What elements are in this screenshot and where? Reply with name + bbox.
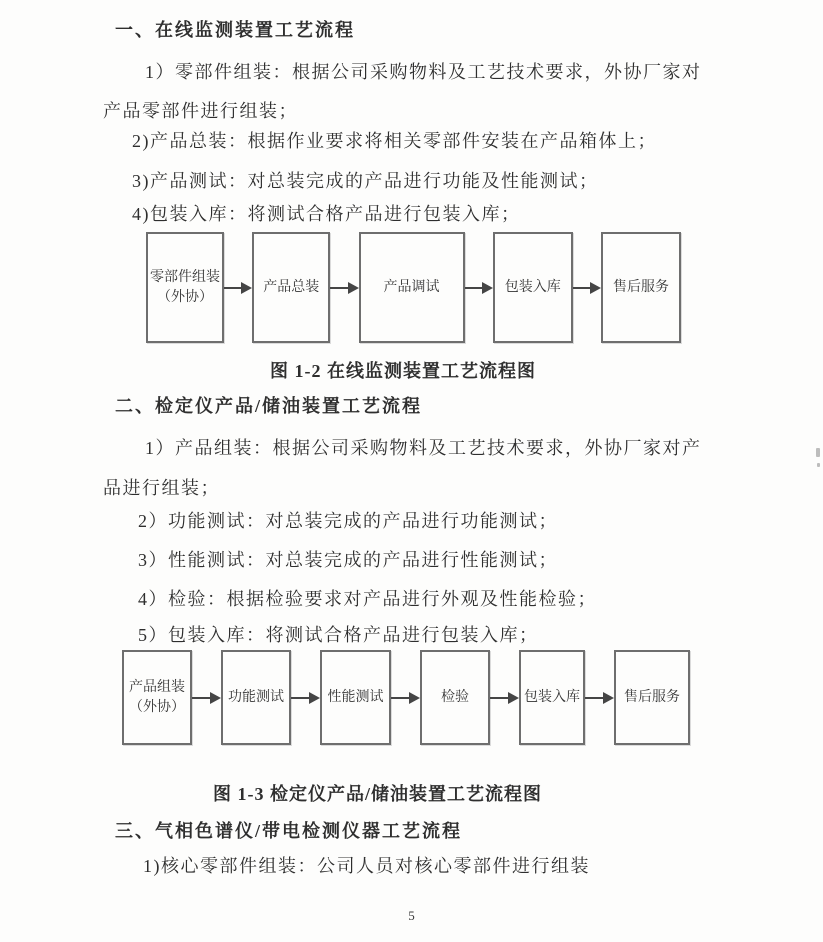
section-2-item-1-line-2: 品进行组装； [103,478,220,498]
flow-step-label: 售后服务 [613,279,669,295]
flow-step-packing [493,232,573,343]
section-2-item-3: 3）性能测试：对总装完成的产品进行性能测试； [138,550,558,570]
flow-arrow-icon [465,282,493,294]
section-1-item-1-line-2: 产品零部件进行组装； [103,101,298,121]
section-2-heading: 二、检定仪产品/储油装置工艺流程 [115,396,422,416]
figure-1-3-caption: 图 1-3 检定仪产品/储油装置工艺流程图 [213,784,542,804]
flow-step-sublabel: （外协） [129,699,185,715]
flow-arrow-icon [490,692,519,704]
flow-step-debugging [359,232,465,343]
flow-step-packing [519,650,585,745]
flow-step-label: 性能测试 [327,689,384,705]
flow-step-label: 功能测试 [228,689,284,705]
flow-arrow-icon [585,692,614,704]
flow-step-product-assembly [122,650,192,745]
section-2-item-4: 4）检验：根据检验要求对产品进行外观及性能检验； [138,589,597,609]
flow-step-performance-test [320,650,391,745]
flow-step-label: 售后服务 [624,689,680,705]
section-2-item-1-line-1: 1）产品组装：根据公司采购物料及工艺技术要求，外协厂家对产 [145,438,702,458]
flow-step-label: 产品调试 [383,279,440,295]
section-1-heading: 一、在线监测装置工艺流程 [115,20,355,40]
flow-step-label: 产品总装 [263,279,320,295]
page-number: 5 [408,908,415,923]
flow-step-final-assembly [252,232,330,343]
section-1-item-2: 2)产品总装：根据作业要求将相关零部件安装在产品箱体上； [132,131,657,151]
section-1-item-4: 4)包装入库：将测试合格产品进行包装入库； [132,204,521,224]
flow-step-after-sales [601,232,681,343]
scan-artifact [816,448,820,457]
section-2-item-5: 5）包装入库：将测试合格产品进行包装入库； [138,625,539,645]
flow-step-parts-assembly [146,232,224,343]
scan-artifact [817,463,820,467]
flowchart-1 [146,232,681,343]
flow-step-label: 产品组装 [129,679,185,695]
figure-1-2-caption: 图 1-2 在线监测装置工艺流程图 [270,361,536,381]
section-1-item-3: 3)产品测试：对总装完成的产品进行功能及性能测试； [132,171,599,191]
flowchart-2 [122,650,690,745]
section-3-heading: 三、气相色谱仪/带电检测仪器工艺流程 [115,821,462,841]
flow-step-after-sales [614,650,690,745]
flow-step-label: 包装入库 [524,689,580,705]
flow-arrow-icon [330,282,358,294]
flow-step-label: 零部件组装 [150,269,220,285]
flow-arrow-icon [291,692,320,704]
flow-step-label: 检验 [441,689,469,705]
flow-arrow-icon [192,692,221,704]
section-2-item-2: 2）功能测试：对总装完成的产品进行功能测试； [138,511,558,531]
flow-step-label: 包装入库 [504,279,561,295]
flow-step-inspection [420,650,490,745]
flow-arrow-icon [224,282,252,294]
flow-step-sublabel: （外协） [157,289,213,305]
flow-step-function-test [221,650,291,745]
section-1-item-1-line-1: 1）零部件组装：根据公司采购物料及工艺技术要求，外协厂家对 [145,62,702,82]
section-3-item-1: 1)核心零部件组装：公司人员对核心零部件进行组装 [143,856,590,876]
flow-arrow-icon [573,282,601,294]
flow-arrow-icon [391,692,420,704]
